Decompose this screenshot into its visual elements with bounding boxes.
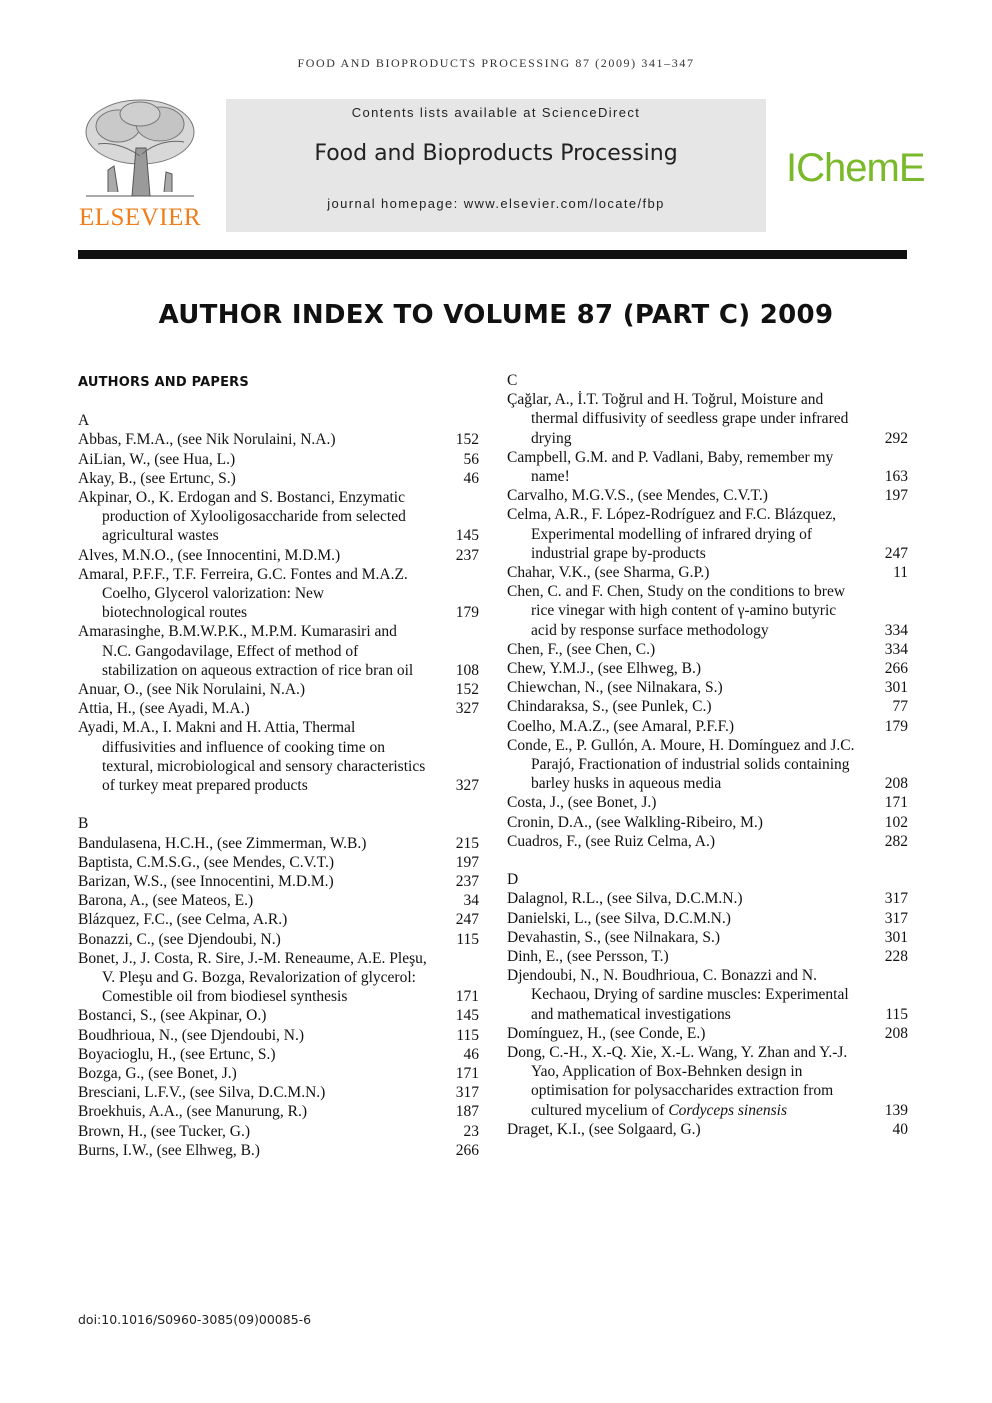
index-entry: [78, 1026, 479, 1045]
index-letter: D: [507, 871, 519, 889]
index-entry: [78, 853, 479, 872]
index-entry: [507, 678, 908, 697]
entry-page: 237: [455, 546, 479, 564]
entry-text: Costa, J., (see Bonet, J.): [507, 794, 657, 812]
entry-text: Danielski, L., (see Silva, D.C.M.N.): [507, 909, 731, 927]
index-entry: [507, 1043, 908, 1120]
entry-page: 56: [463, 450, 479, 468]
index-entry: [78, 1006, 479, 1025]
entry-text: Akay, B., (see Ertunc, S.): [78, 469, 236, 487]
entry-text: Chahar, V.K., (see Sharma, G.P.): [507, 564, 710, 582]
left-column: [78, 371, 479, 1160]
index-entry: [507, 697, 908, 716]
entry-page: 266: [884, 660, 908, 678]
entry-page: 197: [455, 853, 479, 871]
entry-page: 317: [455, 1084, 479, 1102]
entry-text: Bonet, J., J. Costa, R. Sire, J.-M. Reneaume, A.E. Pleşu, V. Pleşu and G. Bozga, Revalorization of glycerol: Comestible oil from biodiesel synthesis: [78, 949, 427, 1006]
journal-title: Food and Bioproducts Processing: [314, 141, 678, 166]
entry-text: Barona, A., (see Mateos, E.): [78, 892, 254, 910]
index-entry: [507, 659, 908, 678]
entry-page: 179: [884, 717, 908, 735]
elsevier-logo: [78, 96, 202, 232]
index-entry: [78, 949, 479, 1007]
entry-text: Broekhuis, A.A., (see Manurung, R.): [78, 1103, 308, 1121]
entry-text: Campbell, G.M. and P. Vadlani, Baby, remember my name!: [507, 448, 834, 485]
index-entry: [507, 486, 908, 505]
entry-text: Cuadros, F., (see Ruiz Celma, A.): [507, 832, 715, 850]
index-entry: [507, 1024, 908, 1043]
entry-text: Bandulasena, H.C.H., (see Zimmerman, W.B.): [78, 834, 367, 852]
entry-text: Abbas, F.M.A., (see Nik Norulaini, N.A.): [78, 431, 336, 449]
entry-text: Coelho, M.A.Z., (see Amaral, P.F.F.): [507, 717, 734, 735]
entry-page: 115: [456, 930, 479, 948]
entry-text: Chiewchan, N., (see Nilnakara, S.): [507, 679, 723, 697]
entry-page: 152: [455, 681, 479, 699]
index-entry: [78, 872, 479, 891]
entry-text: Celma, A.R., F. López-Rodríguez and F.C. Blázquez, Experimental modelling of infrared drying of industrial grape by-products: [507, 506, 836, 562]
entry-page: 171: [455, 1065, 479, 1083]
entry-page: 208: [884, 775, 908, 793]
entry-page: 34: [463, 892, 479, 910]
index-entry: [507, 909, 908, 928]
group-spacer: [78, 795, 479, 814]
index-entry: [78, 469, 479, 488]
entry-text: Burns, I.W., (see Elhweg, B.): [78, 1141, 260, 1159]
index-entry: [507, 582, 908, 640]
entry-text: Cronin, D.A., (see Walkling-Ribeiro, M.): [507, 813, 763, 831]
entry-page: 171: [884, 794, 908, 812]
index-entry: [78, 1122, 479, 1141]
doi[interactable]: doi:10.1016/S0960-3085(09)00085-6: [78, 1312, 312, 1327]
index-entry: [78, 1141, 479, 1160]
entry-page: 317: [884, 909, 908, 927]
entry-page: 228: [884, 948, 908, 966]
entry-page: 215: [455, 834, 479, 852]
elsevier-wordmark: ELSEVIER: [78, 204, 202, 231]
index-entry: [507, 390, 908, 448]
index-entry: [78, 430, 479, 449]
entry-page: 77: [892, 698, 908, 716]
entry-text: Baptista, C.M.S.G., (see Mendes, C.V.T.): [78, 853, 335, 871]
entry-text: Alves, M.N.O., (see Innocentini, M.D.M.): [78, 546, 341, 564]
entry-page: 208: [884, 1024, 908, 1042]
index-entry: [78, 910, 479, 929]
entry-text: Blázquez, F.C., (see Celma, A.R.): [78, 911, 288, 929]
entry-text: Bonazzi, C., (see Djendoubi, N.): [78, 930, 281, 948]
index-entry: [78, 546, 479, 565]
entry-text: Chindaraksa, S., (see Punlek, C.): [507, 698, 712, 716]
entry-text: Djendoubi, N., N. Boudhrioua, C. Bonazzi and N. Kechaou, Drying of sardine muscles: Experimental and mathematical investigations: [507, 967, 849, 1023]
entry-text: Çağlar, A., İ.T. Toğrul and H. Toğrul, Moisture and thermal diffusivity of seedless grape under infrared drying: [507, 391, 849, 447]
running-head: FOOD AND BIOPRODUCTS PROCESSING 87 (2009) 341–347: [297, 56, 695, 70]
index-entry: [507, 966, 908, 1024]
entry-text: Dong, C.-H., X.-Q. Xie, X.-L. Wang, Y. Zhan and Y.-J. Yao, Application of Box-Behnken design in optimisation for polysaccharides extraction from cultured mycelium of Cordyceps sinensis: [507, 1044, 848, 1119]
entry-page: 247: [884, 544, 908, 562]
entry-page: 247: [455, 911, 479, 929]
index-entry: [507, 640, 908, 659]
index-entry: [78, 680, 479, 699]
index-letter: A: [78, 412, 90, 430]
entry-page: 327: [455, 700, 479, 718]
entry-page: 301: [884, 679, 908, 697]
entry-page: 115: [456, 1026, 479, 1044]
entry-page: 11: [893, 564, 908, 582]
index-entry: [78, 488, 479, 546]
journal-banner: [226, 99, 766, 232]
entry-text: Bostanci, S., (see Akpinar, O.): [78, 1007, 267, 1025]
entry-page: 46: [463, 1045, 479, 1063]
index-entry: [507, 928, 908, 947]
entry-text: Amarasinghe, B.M.W.P.K., M.P.M. Kumarasiri and N.C. Gangodavilage, Effect of method of stabilization on aqueous extraction of rice bran oil: [78, 623, 414, 679]
entry-text: Bozga, G., (see Bonet, J.): [78, 1065, 237, 1083]
entry-text: Anuar, O., (see Nik Norulaini, N.A.): [78, 681, 306, 699]
entry-page: 266: [455, 1141, 479, 1159]
entry-page: 327: [455, 777, 479, 795]
index-entry: [78, 834, 479, 853]
index-entry: [507, 448, 908, 486]
entry-page: 317: [884, 890, 908, 908]
entry-page: 139: [884, 1101, 908, 1119]
icheme-logo: IChemE: [786, 146, 925, 190]
index-entry: [78, 1064, 479, 1083]
section-heading: AUTHORS AND PAPERS: [78, 375, 249, 390]
entry-page: 163: [884, 468, 908, 485]
entry-page: 23: [463, 1122, 479, 1140]
index-entry: [78, 1083, 479, 1102]
index-entry: [78, 1045, 479, 1064]
index-entry: [507, 947, 908, 966]
entry-page: 237: [455, 873, 479, 891]
index-entry: [78, 622, 479, 680]
entry-text: Chen, F., (see Chen, C.): [507, 640, 656, 658]
entry-text: Akpinar, O., K. Erdogan and S. Bostanci, Enzymatic production of Xylooligosaccharide from selected agricultural wastes: [78, 488, 406, 545]
entry-text: Dalagnol, R.L., (see Silva, D.C.M.N.): [507, 890, 743, 908]
entry-text: Dinh, E., (see Persson, T.): [507, 948, 669, 966]
entry-text: Domínguez, H., (see Conde, E.): [507, 1024, 706, 1042]
index-letter: B: [78, 815, 89, 833]
entry-text: AiLian, W., (see Hua, L.): [78, 450, 236, 468]
index-entry: [507, 889, 908, 908]
index-entry: [78, 1102, 479, 1121]
journal-homepage[interactable]: journal homepage: www.elsevier.com/locate/fbp: [327, 196, 665, 211]
index-entry: [78, 450, 479, 469]
entry-page: 145: [455, 527, 479, 545]
index-entry: [78, 930, 479, 949]
entry-text: Chen, C. and F. Chen, Study on the conditions to brew rice vinegar with high content of γ-amino butyric acid by response surface methodology: [507, 583, 846, 639]
entry-page: 179: [455, 604, 479, 622]
entry-page: 108: [455, 661, 479, 679]
entry-page: 46: [463, 469, 479, 487]
index-entry: [507, 736, 908, 794]
entry-text: Bresciani, L.F.V., (see Silva, D.C.M.N.): [78, 1084, 326, 1102]
group-spacer: [78, 392, 479, 411]
entry-text: Attia, H., (see Ayadi, M.A.): [78, 700, 250, 718]
entry-page: 145: [455, 1007, 479, 1025]
index-entry: [507, 505, 908, 563]
tree-icon: [78, 96, 202, 204]
left-index-groups: [78, 392, 479, 1160]
index-entry: [78, 891, 479, 910]
entry-page: 334: [884, 621, 908, 639]
entry-page: 301: [884, 928, 908, 946]
entry-page: 171: [455, 988, 479, 1006]
index-entry: [507, 813, 908, 832]
entry-text: Ayadi, M.A., I. Makni and H. Attia, Thermal diffusivities and influence of cooking time on textural, microbiological and sensory characteristics of turkey meat prepared products: [78, 719, 426, 795]
entry-page: 40: [892, 1120, 908, 1138]
entry-text: Amaral, P.F.F., T.F. Ferreira, G.C. Fontes and M.A.Z. Coelho, Glycerol valorization: New biotechnological routes: [78, 565, 408, 622]
right-column: [507, 371, 908, 1139]
entry-text: Boyacioglu, H., (see Ertunc, S.): [78, 1045, 276, 1063]
index-letter: C: [507, 372, 518, 389]
entry-text: Draget, K.I., (see Solgaard, G.): [507, 1120, 701, 1138]
index-entry: [78, 718, 479, 795]
entry-page: 197: [884, 487, 908, 505]
index-entry: [78, 565, 479, 623]
index-entry: [507, 793, 908, 812]
entry-page: 102: [884, 813, 908, 831]
index-entry: [507, 832, 908, 851]
index-entry: [507, 717, 908, 736]
index-entry: [507, 1120, 908, 1139]
entry-text: Conde, E., P. Gullón, A. Moure, H. Domínguez and J.C. Parajó, Fractionation of industrial solids containing barley husks in aqueous media: [507, 736, 855, 793]
entry-text: Devahastin, S., (see Nilnakara, S.): [507, 928, 721, 946]
entry-text: Brown, H., (see Tucker, G.): [78, 1122, 251, 1140]
entry-text: Boudhrioua, N., (see Djendoubi, N.): [78, 1026, 304, 1044]
entry-page: 115: [885, 1005, 908, 1023]
entry-text: Carvalho, M.G.V.S., (see Mendes, C.V.T.): [507, 487, 768, 505]
contents-line: Contents lists available at ScienceDirect: [351, 105, 641, 120]
entry-text: Chew, Y.M.J., (see Elhweg, B.): [507, 660, 702, 678]
entry-text: Barizan, W.S., (see Innocentini, M.D.M.): [78, 873, 334, 891]
entry-page: 334: [884, 640, 908, 658]
entry-page: 152: [455, 431, 479, 449]
entry-page: 187: [455, 1103, 479, 1121]
entry-page: 282: [884, 832, 908, 850]
right-index-groups: [507, 371, 908, 1139]
entry-page: 292: [884, 429, 908, 447]
page-title: AUTHOR INDEX TO VOLUME 87 (PART C) 2009: [158, 300, 834, 330]
index-entry: [78, 699, 479, 718]
group-spacer: [507, 851, 908, 870]
header-rule: [78, 250, 907, 259]
index-entry: [507, 563, 908, 582]
